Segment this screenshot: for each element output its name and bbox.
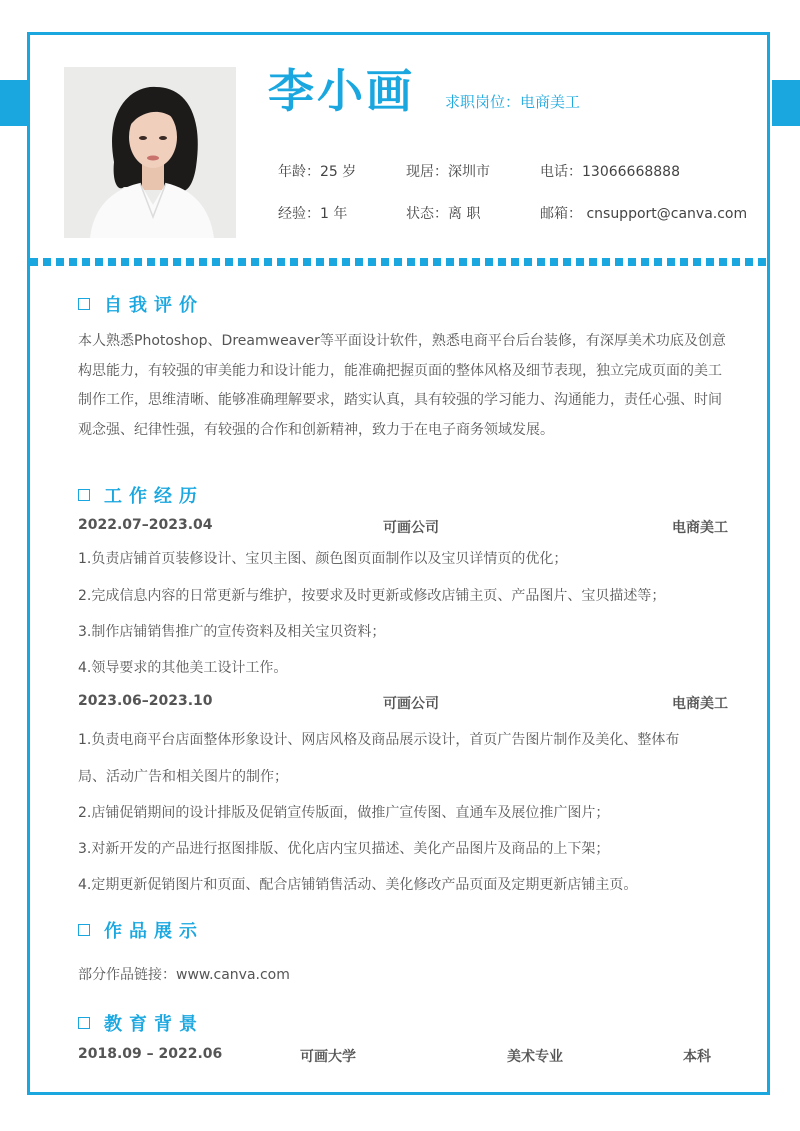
info-residence: 现居：深圳市 xyxy=(406,164,490,180)
job-1-item: 1.负责店铺首页装修设计、宝贝主图、颜色图页面制作以及宝贝详情页的优化； xyxy=(78,551,568,567)
square-bullet-icon xyxy=(78,489,90,501)
section-portfolio-title xyxy=(78,917,204,943)
left-accent-tab xyxy=(0,80,28,126)
section-self-eval-title xyxy=(78,291,204,317)
right-accent-tab xyxy=(772,80,800,126)
job-2-item: 4.定期更新促销图片和页面、配合店铺销售活动、美化修改产品页面及定期更新店铺主页。 xyxy=(78,877,638,893)
info-age: 年龄：25 岁 xyxy=(278,164,357,180)
job-2-item: 2.店铺促销期间的设计排版及促销宣传版面，做推广宣传图、直通车及展位推广图片； xyxy=(78,805,610,821)
job-period: 2022.07–2023.04 xyxy=(78,517,213,533)
section-education-title xyxy=(78,1010,204,1036)
section-title-text: 教育背景 xyxy=(104,1014,204,1035)
portfolio-link[interactable]: 部分作品链接：www.canva.com xyxy=(78,967,290,983)
section-title-text: 工作经历 xyxy=(104,486,204,507)
job-period: 2023.06–2023.10 xyxy=(78,693,213,709)
info-phone: 电话：13066668888 xyxy=(540,164,680,180)
dotted-divider xyxy=(30,258,768,266)
job-1-item: 4.领导要求的其他美工设计工作。 xyxy=(78,660,288,676)
portrait-image xyxy=(64,67,236,238)
self-eval-text: 本人熟悉Photoshop、Dreamweaver等平面设计软件，熟悉电商平台后台装修，有深厚美术功底及创意构思能力，有较强的审美能力和设计能力，能准确把握页面的整体风格及细节表现，独立完成页面的美工制作工作，思维清晰、能够准确理解要求，踏实认真，具有较强的学习能力、沟通能力，责任心强、时间观念强、纪律性强，有较强的合作和创新精神，致力于在电子商务领域发展。 xyxy=(78,333,726,438)
info-experience: 经验：1 年 xyxy=(278,206,348,222)
section-title-text: 作品展示 xyxy=(104,921,204,942)
job-company: 可画公司 xyxy=(383,696,439,712)
job-company: 可画公司 xyxy=(383,520,439,536)
square-bullet-icon xyxy=(78,1017,90,1029)
education-degree: 本科 xyxy=(683,1049,711,1065)
job-role: 电商美工 xyxy=(672,696,728,712)
square-bullet-icon xyxy=(78,298,90,310)
info-email: 邮箱： cnsupport@canva.com xyxy=(540,206,748,222)
job-2-item: 1.负责电商平台店面整体形象设计、网店风格及商品展示设计，首页广告图片制作及美化、整体布 xyxy=(78,732,680,748)
job-1-item: 2.完成信息内容的日常更新与维护，按要求及时更新或修改店铺主页、产品图片、宝贝描述等； xyxy=(78,588,666,604)
job-2-item: 局、活动广告和相关图片的制作； xyxy=(78,769,288,785)
job-role: 电商美工 xyxy=(672,520,728,536)
square-bullet-icon xyxy=(78,924,90,936)
job-target: 求职岗位：电商美工 xyxy=(445,93,581,111)
candidate-name: 李小画 xyxy=(268,64,415,118)
info-status: 状态：离 职 xyxy=(406,206,481,222)
section-title-text: 自我评价 xyxy=(104,295,204,316)
section-work-title xyxy=(78,482,204,508)
education-major: 美术专业 xyxy=(507,1049,563,1065)
education-period: 2018.09 – 2022.06 xyxy=(78,1046,223,1062)
job-2-item: 3.对新开发的产品进行抠图排版、优化店内宝贝描述、美化产品图片及商品的上下架； xyxy=(78,841,610,857)
profile-photo xyxy=(64,67,236,238)
job-1-item: 3.制作店铺销售推广的宣传资料及相关宝贝资料； xyxy=(78,624,386,640)
education-school: 可画大学 xyxy=(300,1049,356,1065)
